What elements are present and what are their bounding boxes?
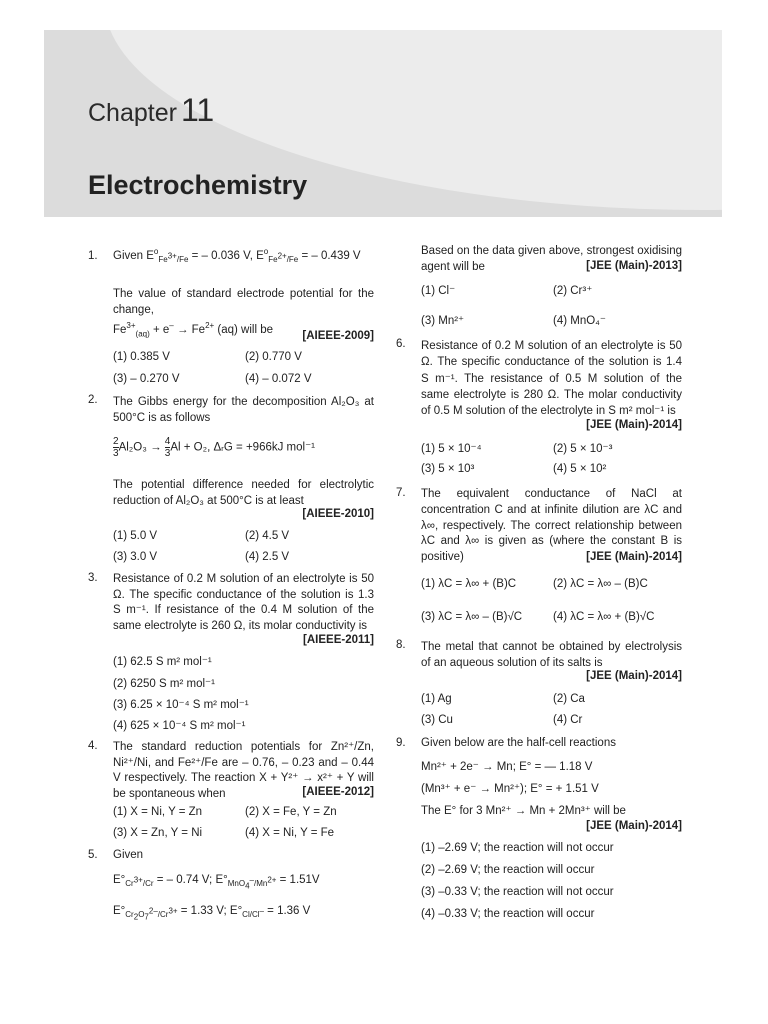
q6-option-4[interactable]: (4) 5 × 10² bbox=[553, 463, 607, 475]
q9-reaction-1: Mn²⁺ + 2e⁻ → Mn; E° = — 1.18 V bbox=[421, 761, 593, 773]
q9-option-4[interactable]: (4) –0.33 V; the reaction will occur bbox=[421, 908, 595, 920]
q4-stem: The standard reduction potentials for Zn²⁺/Zn, Ni²⁺/Ni, and Fe²⁺/Fe are – 0.76, – 0.23 and – 0.44 V respectively. The reaction X + Y²⁺ → x²⁺ + Y will be spontaneous when bbox=[113, 741, 374, 800]
q8-tag: [JEE (Main)-2014] bbox=[586, 670, 682, 682]
q2-stem2: The potential difference needed for electrolytic reduction of Al₂O₃ at 500°C is at least bbox=[113, 479, 374, 507]
q9-question: The E° for 3 Mn²⁺ → Mn + 2Mn³⁺ will be bbox=[421, 805, 626, 817]
q1-given: Given $E^o_{Fe^{3+}/Fe}$ = – 0.036 V, $E^o_{Fe^{2+}/Fe}$ = – 0.439 V bbox=[113, 247, 361, 265]
q7-number: 7. bbox=[396, 487, 406, 499]
q5-option-4[interactable]: (4) MnO₄⁻ bbox=[553, 315, 606, 327]
q9-number: 9. bbox=[396, 737, 406, 749]
q4-option-2[interactable]: (2) X = Fe, Y = Zn bbox=[245, 806, 337, 818]
q1-option-1[interactable]: (1) 0.385 V bbox=[113, 351, 170, 363]
q8-option-3[interactable]: (3) Cu bbox=[421, 714, 453, 726]
q4-option-3[interactable]: (3) X = Zn, Y = Ni bbox=[113, 827, 203, 839]
q9-stem: Given below are the half-cell reactions bbox=[421, 737, 616, 749]
q1-option-3[interactable]: (3) – 0.270 V bbox=[113, 373, 180, 385]
q1-number: 1. bbox=[88, 250, 98, 262]
q7-option-2[interactable]: (2) λC = λ∞ – (B)C bbox=[553, 578, 648, 590]
q6-tag: [JEE (Main)-2014] bbox=[586, 419, 682, 431]
q5-line2: $E^\circ_{Cr_2O_7^{2-}/Cr^{3+}} = 1.33$ V; $E^\circ_{Cl/Cl^-} = 1.36$ V bbox=[113, 905, 311, 922]
q7-option-4[interactable]: (4) λC = λ∞ + (B)√C bbox=[553, 611, 655, 623]
q2-equation: $\frac{2}{3}$ Al₂O₃ → $\frac{4}{3}$ Al + O₂, ΔᵣG = +966kJ mol⁻¹ bbox=[113, 436, 315, 459]
q3-option-1[interactable]: (1) 62.5 S m² mol⁻¹ bbox=[113, 656, 212, 668]
q8-stem: The metal that cannot be obtained by electrolysis of an aqueous solution of its salts is bbox=[421, 641, 682, 669]
q3-stem: Resistance of 0.2 M solution of an electrolyte is 50 Ω. The specific conductance of the solution is 1.3 S m⁻¹. If resistance of the 0.4 M solution of the same electrolyte is 260 Ω, its molar conductivity is bbox=[113, 573, 374, 632]
q5-number: 5. bbox=[88, 849, 98, 861]
q9-tag: [JEE (Main)-2014] bbox=[586, 820, 682, 832]
q4-number: 4. bbox=[88, 740, 98, 752]
q5-line1: $E^\circ_{Cr^{3+}/Cr}$ = – 0.74 V; $E^\circ_{MnO_4^-/Mn^{2+}} = 1.51V$ bbox=[113, 874, 320, 891]
q8-option-1[interactable]: (1) Ag bbox=[421, 693, 452, 705]
q2-tag: [AIEEE-2010] bbox=[302, 508, 374, 520]
q8-option-2[interactable]: (2) Ca bbox=[553, 693, 585, 705]
q9-option-2[interactable]: (2) –2.69 V; the reaction will occur bbox=[421, 864, 595, 876]
q9-reaction-2: (Mn³⁺ + e⁻ → Mn²⁺); E° = + 1.51 V bbox=[421, 783, 599, 795]
q2-option-3[interactable]: (3) 3.0 V bbox=[113, 551, 158, 563]
q4-option-1[interactable]: (1) X = Ni, Y = Zn bbox=[113, 806, 203, 818]
q7-option-1[interactable]: (1) λC = λ∞ + (B)C bbox=[421, 578, 517, 590]
q3-option-2[interactable]: (2) 6250 S m² mol⁻¹ bbox=[113, 678, 215, 690]
q5-option-3[interactable]: (3) Mn²⁺ bbox=[421, 315, 465, 327]
q3-option-4[interactable]: (4) 625 × 10⁻⁴ S m² mol⁻¹ bbox=[113, 720, 246, 732]
q9-option-1[interactable]: (1) –2.69 V; the reaction will not occur bbox=[421, 842, 614, 854]
q3-tag: [AIEEE-2011] bbox=[303, 634, 374, 646]
q1-stem: The value of standard electrode potential for the change, $Fe^{3+}_{(aq)} + e^- \to Fe^{2+}$ (aq) will be bbox=[113, 288, 374, 339]
q7-option-3[interactable]: (3) λC = λ∞ – (B)√C bbox=[421, 611, 523, 623]
q5-option-1[interactable]: (1) Cl⁻ bbox=[421, 285, 456, 297]
q8-number: 8. bbox=[396, 639, 406, 651]
q1-tag: [AIEEE-2009] bbox=[302, 330, 374, 342]
q9-option-3[interactable]: (3) –0.33 V; the reaction will not occur bbox=[421, 886, 614, 898]
q3-number: 3. bbox=[88, 572, 98, 584]
q6-option-1[interactable]: (1) 5 × 10⁻⁴ bbox=[421, 443, 482, 455]
q7-stem: The equivalent conductance of NaCl at concentration C and at infinite dilution are λC and λ∞, respectively. The correct relationship between λC and λ∞ is given as (where the constant B is positive) bbox=[421, 488, 682, 564]
q6-option-3[interactable]: (3) 5 × 10³ bbox=[421, 463, 475, 475]
q2-option-2[interactable]: (2) 4.5 V bbox=[245, 530, 290, 542]
q5-option-2[interactable]: (2) Cr³⁺ bbox=[553, 285, 593, 297]
q3-option-3[interactable]: (3) 6.25 × 10⁻⁴ S m² mol⁻¹ bbox=[113, 699, 249, 711]
q4-tag: [AIEEE-2012] bbox=[302, 786, 374, 798]
q7-tag: [JEE (Main)-2014] bbox=[586, 551, 682, 563]
q1-option-4[interactable]: (4) – 0.072 V bbox=[245, 373, 312, 385]
q4-option-4[interactable]: (4) X = Ni, Y = Fe bbox=[245, 827, 335, 839]
q2-stem: The Gibbs energy for the decomposition Al₂O₃ at 500°C is as follows bbox=[113, 396, 374, 424]
chapter-label: Chapter 11 bbox=[88, 92, 215, 128]
q6-stem: Resistance of 0.2 M solution of an electrolyte is 50 Ω. The specific conductance of the solution is 1.4 S m⁻¹. The resistance of 0.5 M solution of the same electrolyte is 280 Ω. The molar conductivity of 0.5 M solution of the electrolyte in S m² mol⁻¹ is bbox=[421, 340, 682, 418]
q2-option-4[interactable]: (4) 2.5 V bbox=[245, 551, 290, 563]
chapter-title: Electrochemistry bbox=[88, 170, 308, 200]
q1-option-2[interactable]: (2) 0.770 V bbox=[245, 351, 302, 363]
q2-option-1[interactable]: (1) 5.0 V bbox=[113, 530, 158, 542]
q6-option-2[interactable]: (2) 5 × 10⁻³ bbox=[553, 443, 613, 455]
q5-continuation: Based on the data given above, strongest oxidising agent will be bbox=[421, 245, 682, 273]
q6-number: 6. bbox=[396, 338, 406, 350]
q8-option-4[interactable]: (4) Cr bbox=[553, 714, 583, 726]
q5-stem: Given bbox=[113, 849, 144, 861]
q2-number: 2. bbox=[88, 394, 98, 406]
q5-tag: [JEE (Main)-2013] bbox=[586, 260, 682, 272]
